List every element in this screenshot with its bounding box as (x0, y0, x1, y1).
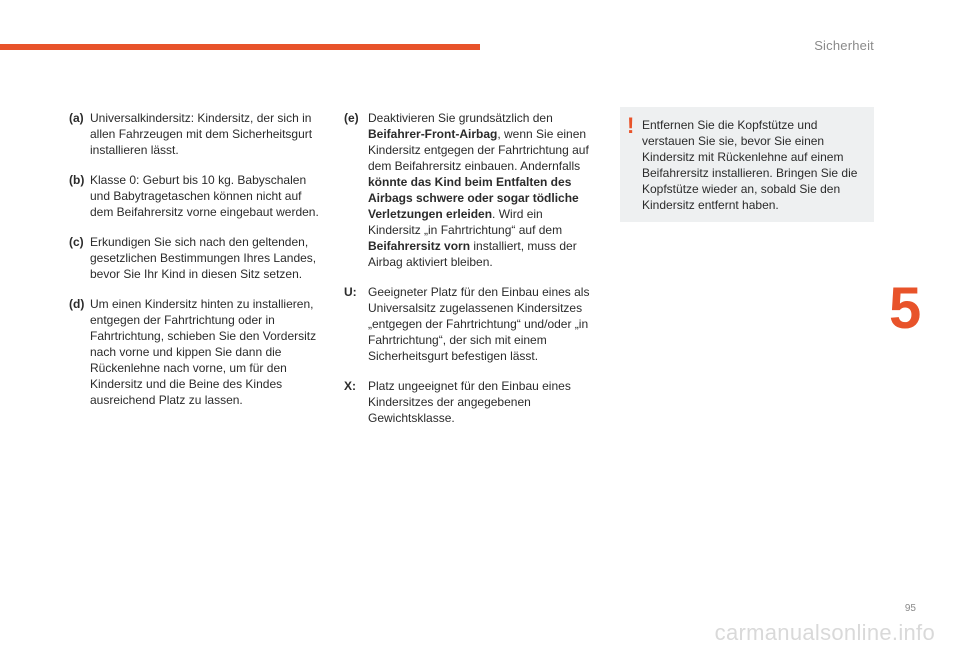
footnote-text: Um einen Kindersitz hinten zu installieren, entgegen der Fahrtrichtung oder in Fahrtrichtung, schieben Sie den Vordersitz nach vorne und kippen Sie dann die Rückenlehne nach vorne, um für den Kindersitz und die Beine des Kindes ausreichend Platz zu lassen. (90, 297, 317, 407)
bold-run: könnte das Kind beim Entfalten des Airbags schwere oder sogar tödliche Verletzungen erleiden (368, 175, 579, 221)
legend-x (344, 378, 592, 426)
footnote-label: (a) (69, 111, 84, 125)
watermark: carmanualsonline.info (714, 620, 935, 645)
footnote-text: Universalkindersitz: Kindersitz, der sich in allen Fahrzeugen mit dem Sicherheitsgurt installieren lässt. (90, 111, 313, 157)
legend-u (344, 284, 592, 364)
legend-text: Geeigneter Platz für den Einbau eines als Universalsitz zugelassenen Kindersitzes „entgegen der Fahrtrichtung“ und/oder „in Fahrtrichtung“, der sich mit einem Sicherheitsgurt befestigen lässt. (368, 285, 590, 363)
warning-note (620, 107, 874, 222)
section-title: Sicherheit (814, 38, 874, 53)
text-run: , wenn Sie einen Kindersitz entgegen der Fahrtrichtung auf dem Beifahrersitz einbauen. Andernfalls (368, 127, 589, 173)
page-number: 95 (904, 603, 916, 614)
footnote-a (69, 110, 321, 158)
warning-note-text: Entfernen Sie die Kopfstütze und verstauen Sie sie, bevor Sie einen Kindersitz mit Rückenlehne auf einem Beifahrersitz installieren. Bringen Sie die Kopfstütze wieder an, sobald Sie den Kindersitz entfernt haben. (642, 118, 858, 212)
footnote-text: Klasse 0: Geburt bis 10 kg. Babyschalen und Babytragetaschen können nicht auf dem Beifahrersitz vorne eingebaut werden. (90, 173, 319, 219)
bold-run: Beifahrer-Front-Airbag (368, 127, 498, 141)
text-run: installiert, muss der Airbag aktiviert bleiben. (368, 239, 577, 269)
left-column (69, 110, 321, 422)
footnote-text (368, 110, 592, 270)
footnote-d (69, 296, 321, 408)
footnote-b (69, 172, 321, 220)
header-accent-bar (0, 44, 480, 50)
bold-run: Beifahrersitz vorn (368, 239, 471, 253)
footnote-label: (e) (344, 111, 359, 125)
middle-column (344, 110, 592, 440)
text-run: . Wird ein Kindersitz „in Fahrtrichtung“ auf dem (368, 207, 563, 237)
footnote-label: (c) (69, 235, 84, 249)
legend-label: X: (344, 379, 356, 393)
footnote-e (344, 110, 592, 270)
chapter-number: 5 (889, 276, 922, 341)
footnote-text: Erkundigen Sie sich nach den geltenden, gesetzlichen Bestimmungen Ihres Landes, bevor Sie Ihr Kind in diesen Sitz setzen. (90, 235, 317, 281)
footnote-label: (b) (69, 173, 85, 187)
footnote-c (69, 234, 321, 282)
warning-exclamation-icon: ! (627, 113, 635, 138)
text-run: Deaktivieren Sie grundsätzlich den (368, 111, 553, 125)
legend-text: Platz ungeeignet für den Einbau eines Kindersitzes der angegebenen Gewichtsklasse. (368, 379, 571, 425)
legend-label: U: (344, 285, 357, 299)
footnote-label: (d) (69, 297, 85, 311)
